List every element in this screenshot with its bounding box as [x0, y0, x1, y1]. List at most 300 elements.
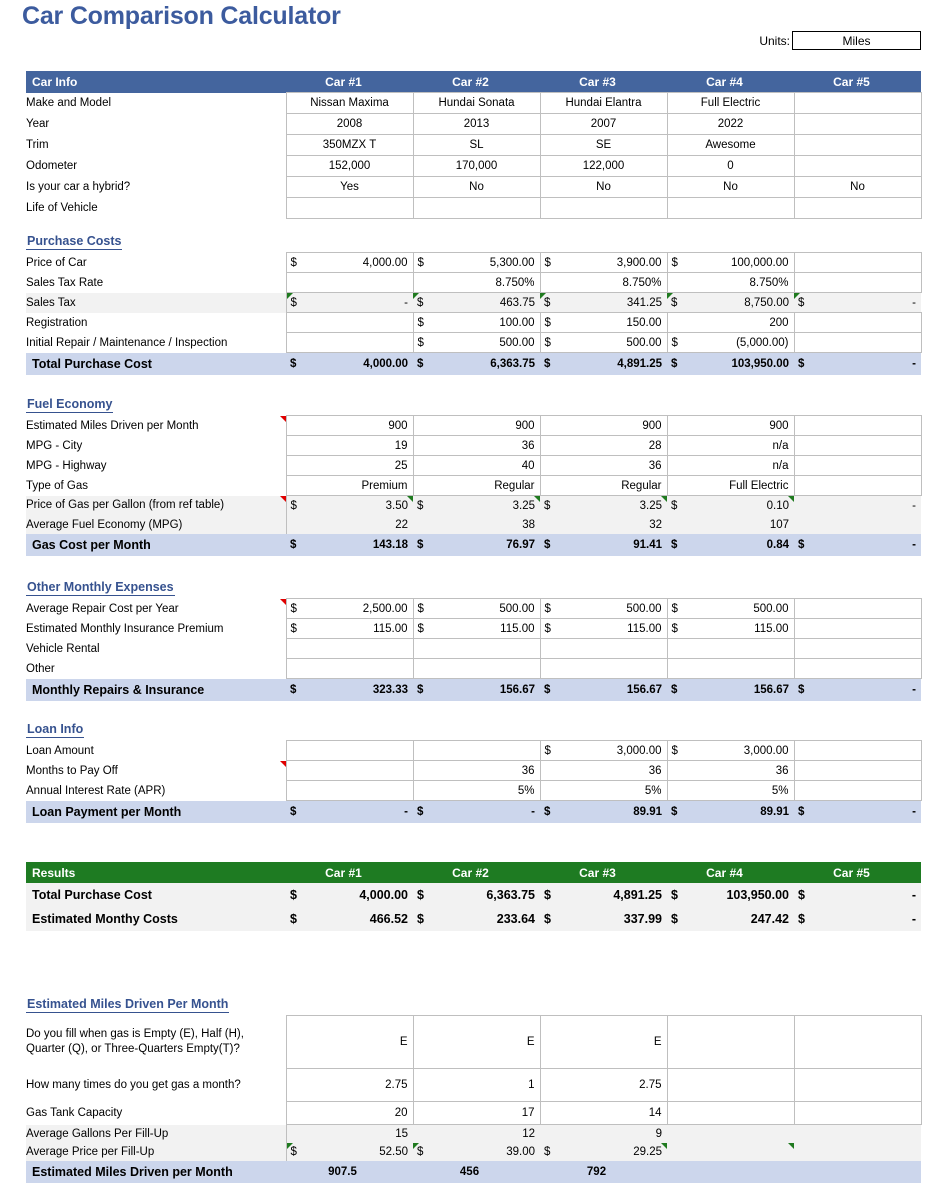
row-label: Odometer [26, 160, 78, 172]
data-cell[interactable]: Hundai Elantra [540, 93, 667, 114]
data-cell[interactable] [794, 476, 921, 496]
data-cell[interactable] [667, 1069, 794, 1102]
data-cell[interactable] [794, 436, 921, 456]
data-cell[interactable]: 200 [667, 313, 794, 333]
data-cell[interactable] [413, 659, 540, 679]
row-label: Is your car a hybrid? [26, 181, 131, 193]
total-value: $ 156.67 [540, 679, 667, 702]
data-cell[interactable]: 19 [286, 436, 413, 456]
data-cell[interactable]: 14 [540, 1102, 667, 1125]
row-label: MPG - City [26, 436, 286, 456]
total-value: $ - [413, 801, 540, 824]
data-cell[interactable]: n/a [667, 456, 794, 476]
results-table [26, 862, 921, 931]
data-cell[interactable]: 22 [286, 515, 413, 534]
other-expenses-table [26, 598, 922, 701]
data-cell[interactable]: Hundai Sonata [413, 93, 540, 114]
total-value: $ 156.67 [667, 679, 794, 702]
table-row [26, 436, 921, 456]
total-value: $ 323.33 [286, 679, 413, 702]
column-header-car-2: Car #2 [413, 862, 540, 883]
data-cell[interactable] [667, 1102, 794, 1125]
table-row [26, 293, 921, 313]
data-cell[interactable] [794, 135, 921, 156]
data-cell[interactable]: 36 [413, 761, 540, 781]
data-cell[interactable] [794, 313, 921, 333]
total-value: $ - [794, 534, 921, 556]
fuel-economy-table [26, 415, 922, 556]
units-label: Units: [759, 33, 790, 48]
data-cell[interactable]: $ 39.00 [413, 1143, 540, 1161]
data-cell[interactable]: $ 3.25 [540, 496, 667, 516]
data-cell[interactable]: 0 [667, 156, 794, 177]
results-label: Estimated Monthy Costs [26, 907, 286, 931]
results-label: Total Purchase Cost [26, 883, 286, 907]
table-row [26, 156, 921, 177]
column-header-car-1: Car #1 [286, 862, 413, 883]
comment-marker-icon [413, 1143, 419, 1149]
data-cell[interactable]: $ 3.25 [413, 496, 540, 516]
data-cell[interactable]: Regular [540, 476, 667, 496]
total-value: $ 143.18 [286, 534, 413, 556]
table-row [26, 416, 921, 436]
section-purchase-costs [26, 234, 922, 375]
table-row [26, 659, 921, 679]
column-header-car-4: Car #4 [667, 862, 794, 883]
table-row [26, 114, 921, 135]
data-cell[interactable]: $ 100.00 [413, 313, 540, 333]
data-cell[interactable]: $ (5,000.00) [667, 333, 794, 353]
data-cell[interactable]: 25 [286, 456, 413, 476]
data-cell[interactable]: Awesome [667, 135, 794, 156]
table-row [26, 741, 921, 761]
comment-marker-icon [280, 496, 286, 502]
total-row [26, 801, 921, 824]
data-cell[interactable]: 152,000 [286, 156, 413, 177]
total-value: $ 91.41 [540, 534, 667, 556]
total-value: 456 [413, 1161, 540, 1183]
data-cell[interactable]: $ 4,000.00 [286, 253, 413, 273]
comment-marker-icon [667, 293, 673, 299]
total-value: $ 76.97 [413, 534, 540, 556]
row-label: Sales Tax Rate [26, 273, 286, 293]
data-cell[interactable]: 8.750% [540, 273, 667, 293]
total-value: $ 4,891.25 [540, 353, 667, 376]
data-cell[interactable] [413, 198, 540, 219]
column-header-car-3: Car #3 [540, 71, 667, 93]
data-cell[interactable]: $ 115.00 [413, 619, 540, 639]
data-cell[interactable] [794, 619, 921, 639]
table-row [26, 496, 921, 516]
row-label: Type of Gas [26, 476, 286, 496]
comment-marker-icon [413, 293, 419, 299]
data-cell[interactable] [286, 198, 413, 219]
table-row [26, 761, 921, 781]
data-cell[interactable]: 122,000 [540, 156, 667, 177]
data-cell[interactable] [794, 1125, 921, 1144]
data-cell[interactable]: $ 52.50 [286, 1143, 413, 1161]
data-cell[interactable]: 2007 [540, 114, 667, 135]
comment-marker-icon [794, 293, 800, 299]
page-title: Car Comparison Calculator [22, 2, 341, 30]
data-cell[interactable]: Premium [286, 476, 413, 496]
data-cell[interactable] [794, 639, 921, 659]
row-label: Other [26, 659, 286, 679]
data-cell[interactable] [794, 156, 921, 177]
data-cell[interactable] [667, 1143, 794, 1161]
data-cell[interactable]: 8.750% [667, 273, 794, 293]
total-value: $ 6,363.75 [413, 353, 540, 376]
data-cell[interactable] [286, 273, 413, 293]
data-cell[interactable]: $ 0.10 [667, 496, 794, 516]
row-label: Sales Tax [26, 293, 286, 313]
data-cell[interactable]: $ 115.00 [540, 619, 667, 639]
table-row [26, 456, 921, 476]
data-cell[interactable]: $ 463.75 [413, 293, 540, 313]
table-header-row [26, 862, 921, 883]
results-value: $ - [794, 883, 921, 907]
units-input[interactable]: Miles [792, 31, 921, 50]
total-label: Monthly Repairs & Insurance [26, 679, 286, 702]
data-cell[interactable] [794, 93, 921, 114]
data-cell[interactable]: $ 5,300.00 [413, 253, 540, 273]
data-cell[interactable]: $ 150.00 [540, 313, 667, 333]
data-cell[interactable]: 9 [540, 1125, 667, 1144]
row-label: MPG - Highway [26, 456, 286, 476]
data-cell[interactable]: SE [540, 135, 667, 156]
data-cell[interactable]: 2022 [667, 114, 794, 135]
data-cell[interactable] [794, 599, 921, 619]
data-cell[interactable]: 38 [413, 515, 540, 534]
column-header-car-3: Car #3 [540, 862, 667, 883]
data-cell[interactable] [794, 198, 921, 219]
total-label: Loan Payment per Month [26, 801, 286, 824]
total-value: $ 89.91 [540, 801, 667, 824]
total-value: $ - [286, 801, 413, 824]
data-cell[interactable] [667, 659, 794, 679]
data-cell[interactable] [667, 198, 794, 219]
data-cell[interactable]: $ 500.00 [667, 599, 794, 619]
table-row [26, 1125, 921, 1144]
total-value: $ 0.84 [667, 534, 794, 556]
miles-driven-table [26, 1015, 922, 1183]
comment-marker-icon [287, 1143, 293, 1149]
total-value: $ - [794, 353, 921, 376]
data-cell[interactable]: $ 2,500.00 [286, 599, 413, 619]
comment-marker-icon [280, 761, 286, 767]
table-row [26, 476, 921, 496]
data-cell[interactable] [794, 741, 921, 761]
total-label: Gas Cost per Month [26, 534, 286, 556]
loan-info-caption: Loan Info [27, 722, 84, 736]
total-value: $ - [794, 679, 921, 702]
table-row [26, 313, 921, 333]
results-value: $ - [794, 907, 921, 931]
data-cell[interactable]: 2013 [413, 114, 540, 135]
data-cell[interactable]: 2.75 [540, 1069, 667, 1102]
row-label: Vehicle Rental [26, 639, 286, 659]
data-cell[interactable] [667, 639, 794, 659]
purchase-costs-caption: Purchase Costs [27, 234, 122, 248]
row-label: Life of Vehicle [26, 202, 98, 214]
table-row [26, 177, 921, 198]
data-cell[interactable]: - [794, 496, 921, 516]
data-cell[interactable]: 36 [540, 456, 667, 476]
results-value: $ 4,000.00 [286, 883, 413, 907]
data-cell[interactable]: 900 [413, 416, 540, 436]
data-cell[interactable] [794, 253, 921, 273]
data-cell[interactable] [794, 515, 921, 534]
data-cell[interactable]: Regular [413, 476, 540, 496]
data-cell[interactable] [794, 1016, 921, 1069]
comment-marker-icon [280, 599, 286, 605]
table-row [26, 781, 921, 801]
table-row [26, 333, 921, 353]
data-cell[interactable] [413, 741, 540, 761]
total-value [667, 1161, 794, 1183]
data-cell[interactable] [794, 114, 921, 135]
total-row [26, 1161, 921, 1183]
section-car-info [26, 71, 922, 219]
data-cell[interactable]: $ 8,750.00 [667, 293, 794, 313]
table-row [26, 619, 921, 639]
data-cell[interactable]: 5% [667, 781, 794, 801]
results-value: $ 247.42 [667, 907, 794, 931]
column-header-car-2: Car #2 [413, 71, 540, 93]
table-row [26, 599, 921, 619]
table-row [26, 273, 921, 293]
car-info-table [26, 71, 922, 219]
data-cell[interactable]: 1 [413, 1069, 540, 1102]
results-value: $ 4,891.25 [540, 883, 667, 907]
data-cell[interactable]: Yes [286, 177, 413, 198]
data-cell[interactable]: 36 [667, 761, 794, 781]
data-cell[interactable]: $ 500.00 [540, 599, 667, 619]
data-cell[interactable]: E [540, 1016, 667, 1069]
data-cell[interactable] [794, 456, 921, 476]
total-value: $ 4,000.00 [286, 353, 413, 376]
data-cell[interactable]: E [286, 1016, 413, 1069]
units-control [759, 31, 921, 50]
row-label: Trim [26, 139, 49, 151]
results-value: $ 103,950.00 [667, 883, 794, 907]
data-cell[interactable]: No [540, 177, 667, 198]
data-cell[interactable]: 170,000 [413, 156, 540, 177]
data-cell[interactable] [794, 1102, 921, 1125]
row-label: Average Gallons Per Fill-Up [26, 1125, 286, 1144]
fuel-economy-caption: Fuel Economy [27, 397, 113, 411]
data-cell[interactable] [286, 313, 413, 333]
row-label: Months to Pay Off [26, 761, 286, 781]
table-header-row [26, 71, 921, 93]
purchase-costs-table [26, 252, 922, 375]
data-cell[interactable]: No [667, 177, 794, 198]
data-cell[interactable]: 8.750% [413, 273, 540, 293]
data-cell[interactable]: $ 3.50 [286, 496, 413, 516]
data-cell[interactable]: 900 [667, 416, 794, 436]
total-value [794, 1161, 921, 1183]
row-label: Annual Interest Rate (APR) [26, 781, 286, 801]
data-cell[interactable]: 2008 [286, 114, 413, 135]
data-cell[interactable]: $ 500.00 [413, 599, 540, 619]
row-label: Gas Tank Capacity [26, 1102, 286, 1125]
results-value: $ 337.99 [540, 907, 667, 931]
data-cell[interactable] [286, 761, 413, 781]
table-row [26, 93, 921, 114]
total-value: $ 103,950.00 [667, 353, 794, 376]
miles-driven-caption: Estimated Miles Driven Per Month [27, 997, 229, 1011]
data-cell[interactable]: Full Electric [667, 476, 794, 496]
data-cell[interactable] [540, 639, 667, 659]
data-cell[interactable]: 900 [540, 416, 667, 436]
total-value: $ 89.91 [667, 801, 794, 824]
data-cell[interactable]: 5% [413, 781, 540, 801]
column-header-car-4: Car #4 [667, 71, 794, 93]
data-cell[interactable] [794, 1069, 921, 1102]
data-cell[interactable] [286, 781, 413, 801]
total-row [26, 534, 921, 556]
total-value: 907.5 [286, 1161, 413, 1183]
data-cell[interactable]: 5% [540, 781, 667, 801]
total-label: Total Purchase Cost [26, 353, 286, 376]
data-cell[interactable]: $ 29.25 [540, 1143, 667, 1161]
data-cell[interactable]: 350MZX T [286, 135, 413, 156]
loan-info-table [26, 740, 922, 823]
row-label: Make and Model [26, 97, 112, 109]
data-cell[interactable]: $ 3,000.00 [667, 741, 794, 761]
data-cell[interactable]: 20 [286, 1102, 413, 1125]
total-label: Estimated Miles Driven per Month [26, 1161, 286, 1183]
data-cell[interactable] [540, 659, 667, 679]
row-label: Price of Gas per Gallon (from ref table) [26, 496, 286, 516]
data-cell[interactable]: $ 500.00 [413, 333, 540, 353]
row-label: Initial Repair / Maintenance / Inspection [26, 333, 286, 353]
table-row [26, 253, 921, 273]
data-cell[interactable] [667, 1125, 794, 1144]
results-value: $ 466.52 [286, 907, 413, 931]
data-cell[interactable]: $ 3,000.00 [540, 741, 667, 761]
row-label: Estimated Monthly Insurance Premium [26, 619, 286, 639]
table-row [26, 1069, 921, 1102]
total-value: $ 156.67 [413, 679, 540, 702]
section-fuel-economy [26, 397, 922, 556]
row-label: Do you fill when gas is Empty (E), Half (H), Quarter (Q), or Three-Quarters Empty(T)? [26, 1016, 286, 1069]
data-cell[interactable]: 17 [413, 1102, 540, 1125]
row-label: Registration [26, 313, 286, 333]
results-row [26, 883, 921, 907]
row-label: How many times do you get gas a month? [26, 1069, 286, 1102]
total-value: $ - [794, 801, 921, 824]
data-cell[interactable]: $ - [794, 293, 921, 313]
data-cell[interactable]: No [413, 177, 540, 198]
comment-marker-icon [540, 293, 546, 299]
data-cell[interactable] [794, 1143, 921, 1161]
data-cell[interactable]: 32 [540, 515, 667, 534]
data-cell[interactable]: 900 [286, 416, 413, 436]
data-cell[interactable]: 107 [667, 515, 794, 534]
data-cell[interactable] [286, 639, 413, 659]
row-label: Average Repair Cost per Year [26, 599, 286, 619]
data-cell[interactable] [286, 333, 413, 353]
data-cell[interactable] [286, 741, 413, 761]
table-row [26, 1016, 921, 1069]
column-header-car-1: Car #1 [286, 71, 413, 93]
total-row [26, 353, 921, 376]
row-label: Estimated Miles Driven per Month [26, 416, 286, 436]
results-row [26, 907, 921, 931]
data-cell[interactable]: 2.75 [286, 1069, 413, 1102]
data-cell[interactable]: 40 [413, 456, 540, 476]
section-results [26, 862, 921, 931]
comment-marker-icon [287, 293, 293, 299]
column-header-car-5: Car #5 [794, 71, 921, 93]
data-cell[interactable] [794, 781, 921, 801]
column-header-car-5: Car #5 [794, 862, 921, 883]
row-label: Average Fuel Economy (MPG) [26, 515, 286, 534]
total-row [26, 679, 921, 702]
table-row [26, 198, 921, 219]
row-label: Year [26, 118, 50, 130]
table-row [26, 135, 921, 156]
data-cell[interactable]: E [413, 1016, 540, 1069]
data-cell[interactable]: Nissan Maxima [286, 93, 413, 114]
section-miles-driven [26, 997, 922, 1183]
section-other-expenses [26, 580, 922, 701]
row-label: Average Price per Fill-Up [26, 1143, 286, 1161]
data-cell[interactable]: $ 3,900.00 [540, 253, 667, 273]
table-row [26, 1102, 921, 1125]
data-cell[interactable]: Full Electric [667, 93, 794, 114]
data-cell[interactable] [794, 761, 921, 781]
data-cell[interactable] [794, 333, 921, 353]
data-cell[interactable] [540, 198, 667, 219]
data-cell[interactable]: 36 [540, 761, 667, 781]
data-cell[interactable] [286, 659, 413, 679]
row-label: Loan Amount [26, 741, 286, 761]
total-value: 792 [540, 1161, 667, 1183]
other-expenses-caption: Other Monthly Expenses [27, 580, 174, 594]
data-cell[interactable]: No [794, 177, 921, 198]
data-cell[interactable]: 28 [540, 436, 667, 456]
header-label: Results [26, 862, 286, 883]
data-cell[interactable] [667, 1016, 794, 1069]
data-cell[interactable]: $ - [286, 293, 413, 313]
results-value: $ 6,363.75 [413, 883, 540, 907]
data-cell[interactable] [413, 639, 540, 659]
results-value: $ 233.64 [413, 907, 540, 931]
section-loan-info [26, 722, 922, 823]
data-cell[interactable]: n/a [667, 436, 794, 456]
data-cell[interactable]: $ 115.00 [286, 619, 413, 639]
data-cell[interactable]: 15 [286, 1125, 413, 1144]
data-cell[interactable]: 12 [413, 1125, 540, 1144]
row-label: Price of Car [26, 253, 286, 273]
data-cell[interactable]: $ 500.00 [540, 333, 667, 353]
data-cell[interactable]: 36 [413, 436, 540, 456]
data-cell[interactable]: SL [413, 135, 540, 156]
data-cell[interactable] [794, 416, 921, 436]
data-cell[interactable]: $ 115.00 [667, 619, 794, 639]
comment-marker-icon [280, 416, 286, 422]
table-row [26, 515, 921, 534]
header-label: Car Info [26, 71, 286, 93]
table-row [26, 639, 921, 659]
data-cell[interactable] [794, 659, 921, 679]
data-cell[interactable] [794, 273, 921, 293]
table-row [26, 1143, 921, 1161]
data-cell[interactable]: $ 100,000.00 [667, 253, 794, 273]
data-cell[interactable]: $ 341.25 [540, 293, 667, 313]
